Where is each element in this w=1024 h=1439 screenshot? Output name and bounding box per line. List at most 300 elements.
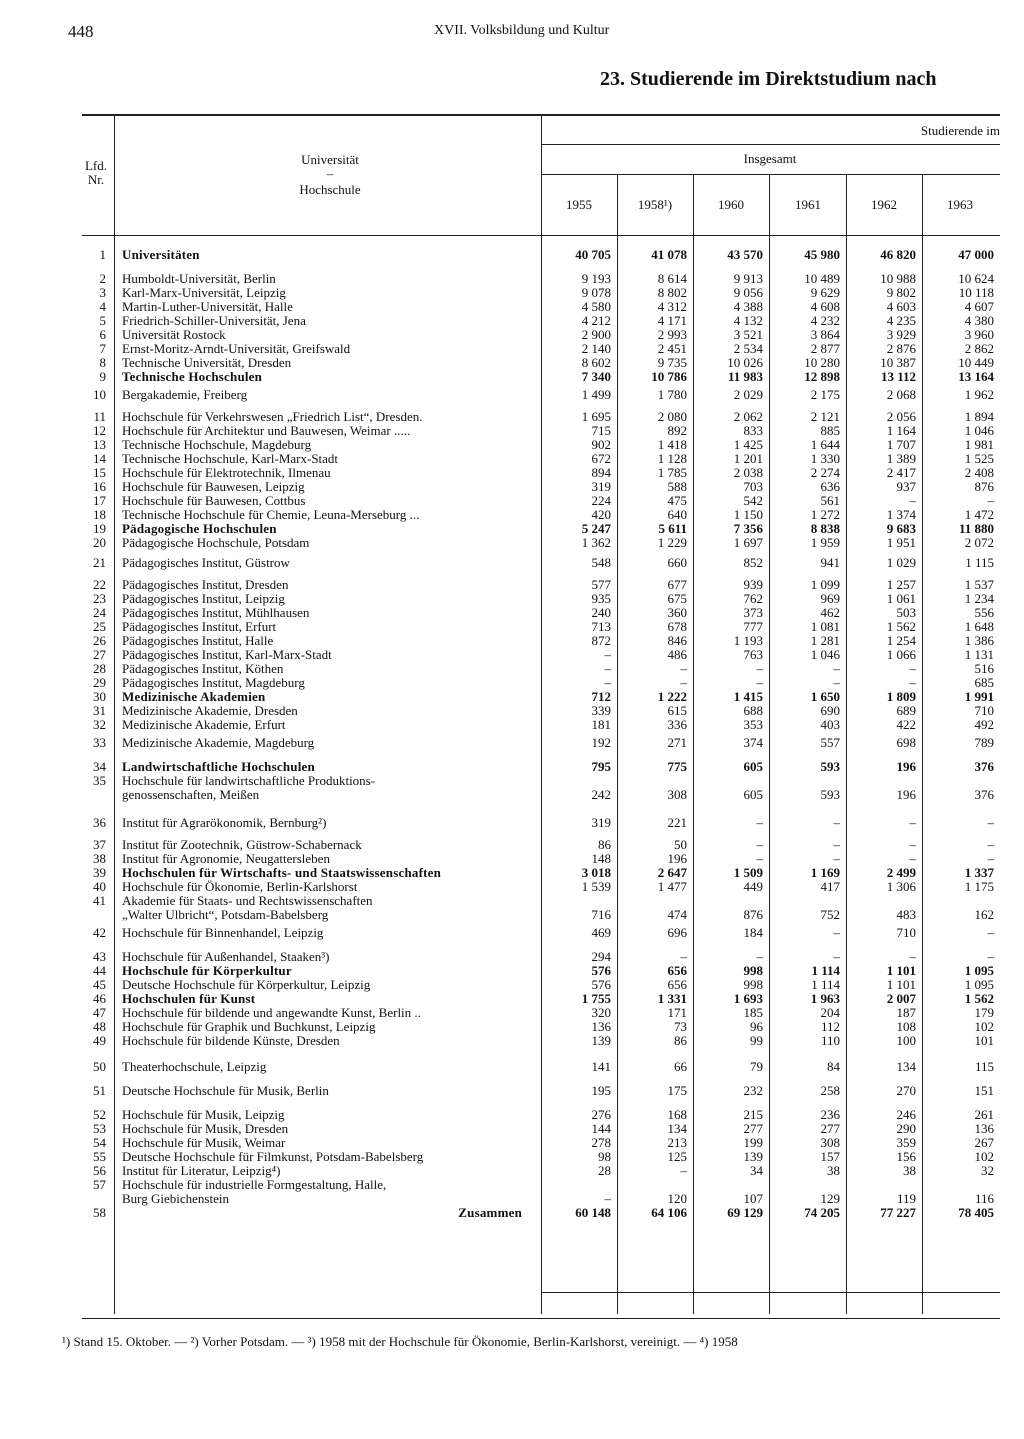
table-row (0, 1020, 1024, 1034)
row-number: 9 (99, 369, 106, 384)
row-value: 10 026 (727, 355, 763, 370)
row-value: 2 029 (733, 387, 763, 402)
table-row (0, 736, 1024, 750)
row-value: 557 (820, 735, 840, 750)
table-row (0, 662, 1024, 676)
sub-rule-studierende (541, 144, 1000, 145)
row-value: 187 (896, 1005, 916, 1020)
row-value: – (909, 949, 916, 964)
row-label: Hochschule für Architektur und Bauwesen, Weimar ..... (122, 424, 411, 438)
row-value: 1 894 (964, 409, 994, 424)
row-number: 41 (93, 893, 106, 908)
table-row (0, 718, 1024, 732)
row-value: 449 (743, 879, 763, 894)
row-value: 417 (820, 879, 840, 894)
row-number: 30 (93, 689, 106, 704)
table-row (0, 1122, 1024, 1136)
row-label: Hochschule für industrielle Formgestaltung, Halle, (122, 1178, 387, 1192)
row-value: 213 (667, 1135, 687, 1150)
row-value: 196 (896, 759, 916, 774)
row-value: 885 (820, 423, 840, 438)
table-row (0, 788, 1024, 802)
row-value: 486 (667, 647, 687, 662)
row-value: 605 (743, 787, 763, 802)
row-value: 876 (974, 479, 994, 494)
row-number: 52 (93, 1107, 106, 1122)
row-value: 77 227 (880, 1205, 916, 1220)
row-number: 5 (99, 313, 106, 328)
row-value: 10 280 (804, 355, 840, 370)
row-value: 13 112 (880, 369, 916, 384)
row-number: 10 (93, 387, 106, 402)
row-value: – (756, 815, 763, 830)
row-value: 1 707 (886, 437, 916, 452)
row-value: 139 (591, 1033, 611, 1048)
row-value: 2 121 (810, 409, 840, 424)
row-value: 4 380 (964, 313, 994, 328)
row-value: 232 (743, 1083, 763, 1098)
row-value: 777 (743, 619, 763, 634)
row-number: 32 (93, 717, 106, 732)
footnote: ¹) Stand 15. Oktober. — ²) Vorher Potsdam. — ³) 1958 mit der Hochschule für Ökonomie, Berlin-Karlshorst, vereinigt. — ⁴) 1958 (62, 1334, 738, 1349)
row-value: 689 (896, 703, 916, 718)
row-value: 78 405 (958, 1205, 994, 1220)
table-row (0, 314, 1024, 328)
table-row (0, 964, 1024, 978)
row-value: 320 (591, 1005, 611, 1020)
row-number: 27 (93, 647, 106, 662)
table-row (0, 578, 1024, 592)
header-dash: – (326, 166, 334, 181)
row-value: 101 (974, 1033, 994, 1048)
row-value: 1 562 (964, 991, 994, 1006)
row-value: – (909, 851, 916, 866)
row-value: 9 913 (733, 271, 763, 286)
table-row (0, 866, 1024, 880)
row-number: 7 (99, 341, 106, 356)
row-value: 1 306 (886, 879, 916, 894)
row-label: Hochschule für landwirtschaftliche Produktions- (122, 774, 376, 788)
row-value: 9 193 (581, 271, 611, 286)
row-value: 374 (743, 735, 763, 750)
row-value: 129 (820, 1191, 840, 1206)
row-label: Ernst-Moritz-Arndt-Universität, Greifswald (122, 342, 351, 356)
row-label: Hochschulen für Kunst (122, 992, 256, 1006)
row-value: 2 175 (810, 387, 840, 402)
row-value: 336 (667, 717, 687, 732)
row-number: 31 (93, 703, 106, 718)
row-value: 1 477 (657, 879, 687, 894)
row-number: 38 (93, 851, 106, 866)
row-value: 852 (743, 555, 763, 570)
row-label: „Walter Ulbricht“, Potsdam-Babelsberg (122, 908, 329, 922)
row-value: 4 608 (810, 299, 840, 314)
row-value: 278 (591, 1135, 611, 1150)
row-value: 475 (667, 493, 687, 508)
table-row (0, 908, 1024, 922)
table-row (0, 1006, 1024, 1020)
row-value: – (756, 661, 763, 676)
row-value: 403 (820, 717, 840, 732)
table-row (0, 388, 1024, 402)
header-lfd: Lfd. (84, 158, 108, 173)
row-number: 15 (93, 465, 106, 480)
row-value: 846 (667, 633, 687, 648)
row-number: 43 (93, 949, 106, 964)
row-label: Hochschule für Körperkultur (122, 964, 292, 978)
row-value: – (987, 851, 994, 866)
row-label: Akademie für Staats- und Rechtswissenschaften (122, 894, 373, 908)
row-label: Landwirtschaftliche Hochschulen (122, 760, 315, 774)
row-value: 246 (896, 1107, 916, 1122)
row-label: genossenschaften, Meißen (122, 788, 260, 802)
row-value: 34 (750, 1163, 763, 1178)
row-number: 2 (99, 271, 106, 286)
row-value: 136 (591, 1019, 611, 1034)
row-value: 1 330 (810, 451, 840, 466)
row-value: 712 (591, 689, 611, 704)
row-value: 99 (750, 1033, 763, 1048)
row-value: 577 (591, 577, 611, 592)
row-label: Institut für Literatur, Leipzig⁴) (122, 1164, 281, 1178)
row-value: 108 (896, 1019, 916, 1034)
row-value: 258 (820, 1083, 840, 1098)
row-label: Hochschule für Verkehrswesen „Friedrich List“, Dresden. (122, 410, 423, 424)
row-value: 3 018 (581, 865, 611, 880)
row-label: Pädagogisches Institut, Karl-Marx-Stadt (122, 648, 332, 662)
row-value: 47 000 (958, 247, 994, 262)
row-value: – (756, 949, 763, 964)
row-value: 892 (667, 423, 687, 438)
row-value: 2 877 (810, 341, 840, 356)
row-value: 1 499 (581, 387, 611, 402)
row-value: 308 (667, 787, 687, 802)
row-label: Hochschule für bildende und angewandte Kunst, Berlin .. (122, 1006, 421, 1020)
row-value: 872 (591, 633, 611, 648)
row-value: 73 (674, 1019, 687, 1034)
table-row (0, 1150, 1024, 1164)
row-value: 120 (667, 1191, 687, 1206)
row-value: 38 (903, 1163, 916, 1178)
row-value: 640 (667, 507, 687, 522)
row-value: 10 449 (958, 355, 994, 370)
table-row (0, 1206, 1024, 1220)
row-value: 290 (896, 1121, 916, 1136)
row-value: 171 (667, 1005, 687, 1020)
row-label: Zusammen (458, 1206, 522, 1220)
row-value: 376 (974, 759, 994, 774)
table-row (0, 272, 1024, 286)
row-value: 576 (591, 977, 611, 992)
row-value: 9 735 (657, 355, 687, 370)
row-number: 33 (93, 735, 106, 750)
row-value: 1 234 (964, 591, 994, 606)
row-value: 2 038 (733, 465, 763, 480)
row-value: 9 629 (810, 285, 840, 300)
row-value: – (909, 837, 916, 852)
row-value: 969 (820, 591, 840, 606)
table-row (0, 300, 1024, 314)
table-row (0, 370, 1024, 384)
row-value: 703 (743, 479, 763, 494)
row-number: 23 (93, 591, 106, 606)
table-row (0, 508, 1024, 522)
row-value: 195 (591, 1083, 611, 1098)
row-label: Pädagogische Hochschule, Potsdam (122, 536, 310, 550)
row-value: 115 (974, 1059, 994, 1074)
row-value: 675 (667, 591, 687, 606)
table-row (0, 1178, 1024, 1192)
row-value: 2 080 (657, 409, 687, 424)
table-row (0, 1164, 1024, 1178)
row-value: 1 362 (581, 535, 611, 550)
row-number: 22 (93, 577, 106, 592)
table-row (0, 522, 1024, 536)
row-value: 795 (591, 759, 611, 774)
row-value: 1 962 (964, 387, 994, 402)
row-label: Medizinische Akademie, Erfurt (122, 718, 286, 732)
header-year-1961: 1961 (795, 197, 821, 212)
table-row (0, 248, 1024, 262)
table-row (0, 760, 1024, 774)
row-number: 17 (93, 493, 106, 508)
row-value: 141 (591, 1059, 611, 1074)
row-value: 422 (896, 717, 916, 732)
row-value: 1 281 (810, 633, 840, 648)
row-value: – (604, 661, 611, 676)
row-value: 3 864 (810, 327, 840, 342)
row-value: 139 (743, 1149, 763, 1164)
row-label: Deutsche Hochschule für Filmkunst, Potsdam-Babelsberg (122, 1150, 424, 1164)
row-number: 47 (93, 1005, 106, 1020)
header-insgesamt: Insgesamt (743, 151, 797, 166)
row-value: 752 (820, 907, 840, 922)
row-label: Pädagogisches Institut, Güstrow (122, 556, 290, 570)
row-value: 2 900 (581, 327, 611, 342)
row-value: 60 148 (575, 1205, 611, 1220)
row-number: 48 (93, 1019, 106, 1034)
row-value: 4 312 (657, 299, 687, 314)
row-label: Pädagogisches Institut, Magdeburg (122, 676, 305, 690)
row-number: 1 (99, 247, 106, 262)
row-value: 156 (896, 1149, 916, 1164)
row-value: 2 140 (581, 341, 611, 356)
row-number: 26 (93, 633, 106, 648)
row-value: 221 (667, 815, 687, 830)
row-value: 1 648 (964, 619, 994, 634)
row-value: 376 (974, 787, 994, 802)
row-value: 1 222 (657, 689, 687, 704)
row-value: 10 786 (651, 369, 687, 384)
row-value: 276 (591, 1107, 611, 1122)
row-value: 240 (591, 605, 611, 620)
row-value: 1 537 (964, 577, 994, 592)
row-value: 588 (667, 479, 687, 494)
row-value: 134 (896, 1059, 916, 1074)
row-value: 876 (743, 907, 763, 922)
row-value: – (756, 851, 763, 866)
row-value: 935 (591, 591, 611, 606)
row-value: 1 539 (581, 879, 611, 894)
row-number: 37 (93, 837, 106, 852)
row-value: 100 (896, 1033, 916, 1048)
row-number: 36 (93, 815, 106, 830)
row-value: 175 (667, 1083, 687, 1098)
row-label: Technische Hochschule für Chemie, Leuna-Merseburg ... (122, 508, 420, 522)
row-value: 615 (667, 703, 687, 718)
row-value: 11 983 (727, 369, 763, 384)
row-value: 353 (743, 717, 763, 732)
row-value: 656 (667, 977, 687, 992)
row-label: Hochschule für Bauwesen, Cottbus (122, 494, 306, 508)
row-number: 45 (93, 977, 106, 992)
row-number: 19 (93, 521, 106, 536)
row-number: 35 (93, 773, 106, 788)
row-value: 677 (667, 577, 687, 592)
row-number: 53 (93, 1121, 106, 1136)
row-value: 215 (743, 1107, 763, 1122)
table-row (0, 592, 1024, 606)
row-value: 8 602 (581, 355, 611, 370)
row-value: 469 (591, 925, 611, 940)
row-value: 1 081 (810, 619, 840, 634)
row-label: Pädagogisches Institut, Leipzig (122, 592, 285, 606)
row-value: 162 (974, 907, 994, 922)
header-year-1955: 1955 (566, 197, 592, 212)
table-row (0, 1108, 1024, 1122)
row-value: 50 (674, 837, 687, 852)
row-value: 294 (591, 949, 611, 964)
row-label: Theaterhochschule, Leipzig (122, 1060, 267, 1074)
row-value: 1 095 (964, 977, 994, 992)
row-number: 13 (93, 437, 106, 452)
table-row (0, 894, 1024, 908)
row-value: 696 (667, 925, 687, 940)
row-value: 1 386 (964, 633, 994, 648)
row-value: 5 611 (658, 521, 687, 536)
row-number: 58 (93, 1205, 106, 1220)
row-label: Universitäten (122, 248, 200, 262)
row-value: 204 (820, 1005, 840, 1020)
row-value: 715 (591, 423, 611, 438)
row-value: 64 106 (651, 1205, 687, 1220)
header-year-1963: 1963 (947, 197, 973, 212)
row-value: 656 (667, 963, 687, 978)
row-number: 8 (99, 355, 106, 370)
row-value: 1 169 (810, 865, 840, 880)
table-row (0, 774, 1024, 788)
row-value: 1 697 (733, 535, 763, 550)
row-label: Pädagogisches Institut, Erfurt (122, 620, 277, 634)
row-label: Hochschulen für Wirtschafts- und Staatswissenschaften (122, 866, 442, 880)
row-number: 40 (93, 879, 106, 894)
row-value: 9 056 (733, 285, 763, 300)
row-value: 1 115 (965, 555, 994, 570)
row-value: 1 257 (886, 577, 916, 592)
row-value: 1 272 (810, 507, 840, 522)
header-universitaet: Universität (301, 152, 359, 167)
row-number: 42 (93, 925, 106, 940)
row-value: 308 (820, 1135, 840, 1150)
header-year-1958: 1958¹) (637, 197, 673, 212)
row-value: 713 (591, 619, 611, 634)
row-number: 39 (93, 865, 106, 880)
row-label: Technische Hochschule, Karl-Marx-Stadt (122, 452, 339, 466)
row-label: Hochschule für Musik, Weimar (122, 1136, 286, 1150)
row-value: 2 072 (964, 535, 994, 550)
row-value: 2 876 (886, 341, 916, 356)
row-value: 4 232 (810, 313, 840, 328)
row-value: – (987, 815, 994, 830)
row-value: 688 (743, 703, 763, 718)
total-rule (541, 1292, 1000, 1293)
row-value: 98 (598, 1149, 611, 1164)
row-value: 1 254 (886, 633, 916, 648)
row-value: 1 525 (964, 451, 994, 466)
row-value: 271 (667, 735, 687, 750)
row-value: 1 331 (657, 991, 687, 1006)
row-value: 86 (598, 837, 611, 852)
row-value: 110 (820, 1033, 840, 1048)
row-value: 1 046 (810, 647, 840, 662)
row-value: 1 114 (811, 977, 840, 992)
row-value: 1 128 (657, 451, 687, 466)
row-value: 86 (674, 1033, 687, 1048)
row-label: Institut für Zootechnik, Güstrow-Schabernack (122, 838, 362, 852)
row-value: – (987, 949, 994, 964)
row-value: 9 802 (886, 285, 916, 300)
row-value: 937 (896, 479, 916, 494)
row-value: 1 131 (964, 647, 994, 662)
row-value: 96 (750, 1019, 763, 1034)
row-value: 13 164 (958, 369, 994, 384)
row-value: 2 451 (657, 341, 687, 356)
row-value: 119 (896, 1191, 916, 1206)
row-value: 1 101 (886, 977, 916, 992)
row-value: 2 534 (733, 341, 763, 356)
row-value: 125 (667, 1149, 687, 1164)
table-bottom-rule (82, 1318, 1000, 1319)
row-label: Karl-Marx-Universität, Leipzig (122, 286, 286, 300)
row-value: 1 337 (964, 865, 994, 880)
row-label: Pädagogische Hochschulen (122, 522, 277, 536)
row-number: 21 (93, 555, 106, 570)
row-value: – (909, 493, 916, 508)
table-row (0, 424, 1024, 438)
table-row (0, 648, 1024, 662)
row-value: 10 988 (880, 271, 916, 286)
row-label: Institut für Agronomie, Neugattersleben (122, 852, 330, 866)
row-value: 1 509 (733, 865, 763, 880)
row-value: 716 (591, 907, 611, 922)
row-value: 4 132 (733, 313, 763, 328)
table-row (0, 620, 1024, 634)
row-value: 462 (820, 605, 840, 620)
row-number: 25 (93, 619, 106, 634)
row-value: 41 078 (651, 247, 687, 262)
row-number: 6 (99, 327, 106, 342)
table-row (0, 466, 1024, 480)
row-value: 3 521 (733, 327, 763, 342)
row-label: Hochschule für Ökonomie, Berlin-Karlshorst (122, 880, 358, 894)
row-number: 51 (93, 1083, 106, 1098)
row-value: 196 (667, 851, 687, 866)
row-value: 1 695 (581, 409, 611, 424)
row-value: 902 (591, 437, 611, 452)
row-value: 9 078 (581, 285, 611, 300)
row-number: 28 (93, 661, 106, 676)
row-value: 1 650 (810, 689, 840, 704)
